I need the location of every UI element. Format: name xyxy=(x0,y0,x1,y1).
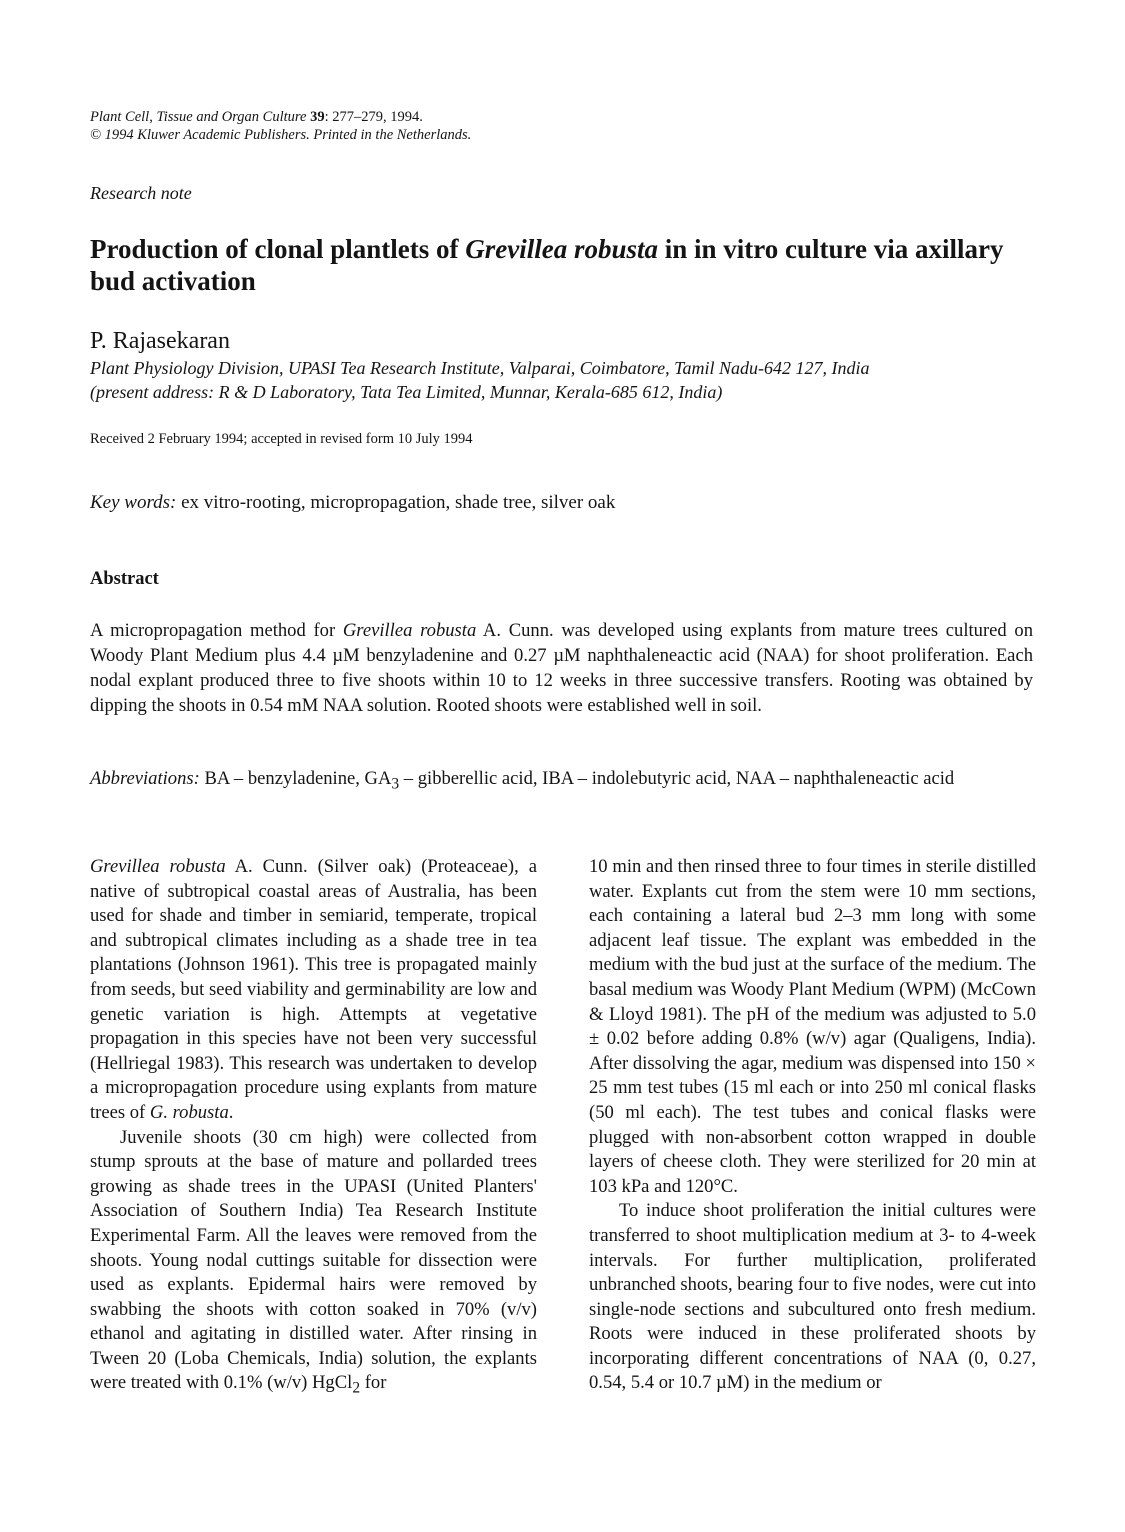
journal-name: Plant Cell, Tissue and Organ Culture xyxy=(90,109,307,125)
keywords xyxy=(90,492,615,514)
body-left-p1-species-end: G. robusta xyxy=(149,1101,229,1123)
abbreviations-post: – gibberellic acid, IBA – indolebutyric acid, NAA – naphthaleneactic acid xyxy=(399,768,955,789)
body-right-paragraph-1: 10 min and then rinsed three to four times in sterile distilled water. Explants cut from the stem were 10 mm sections, each containing a lateral bud 2–3 mm long with some adjacent leaf tissue. The explant was embedded in the medium with the bud just at the surface of the medium. The basal medium was Woody Plant Medium (WPM) (McCown & Lloyd 1981). The pH of the medium was adjusted to 5.0 ± 0.02 before adding 0.8% (w/v) agar (Qualigens, India). After dissolving the agar, medium was dispensed into 150 × 25 mm test tubes (15 ml each or into 250 ml conical flasks (50 ml each). The test tubes and conical flasks were plugged with non-absorbent cotton wrapped in double layers of cheese cloth. They were sterilized for 20 min at 103 kPa and 120°C. xyxy=(589,856,1036,1197)
body-column-left xyxy=(90,855,537,1402)
keywords-text: ex vitro-rooting, micropropagation, shade tree, silver oak xyxy=(176,492,616,513)
body-left-p2-end: for xyxy=(360,1372,387,1394)
article-title xyxy=(90,233,1040,297)
journal-volume: 39 xyxy=(310,109,325,125)
keywords-label: Key words: xyxy=(90,492,177,513)
author-name: P. Rajasekaran xyxy=(90,328,230,354)
title-species: Grevillea robusta xyxy=(465,234,659,264)
abbreviations-sub: 3 xyxy=(391,775,400,793)
abstract-text xyxy=(90,618,1033,718)
body-right-paragraph-2: To induce shoot proliferation the initial cultures were transferred to shoot multiplication medium at 3- to 4-week intervals. For further multiplication, proliferated unbranched shoots, bearing four to five nodes, were cut into single-node sections and subcultured onto fresh medium. Roots were induced in these proliferated shoots by incorporating different concentrations of NAA (0, 0.27, 0.54, 5.4 or 10.7 µM) in the medium or xyxy=(589,1200,1036,1394)
affiliation-line-1: Plant Physiology Division, UPASI Tea Research Institute, Valparai, Coimbatore, Tamil Nadu-642 127, India xyxy=(90,358,870,378)
abstract-post: A. Cunn. was developed using explants from mature trees cultured on Woody Plant Medium plus 4.4 µM benzyladenine and 0.27 µM naphthaleneactic acid (NAA) for shoot proliferation. Each nodal explant produced three to five shoots within 10 to 12 weeks in three successive transfers. Rooting was obtained by dipping the shoots in 0.54 mM NAA solution. Rooted shoots were established well in soil. xyxy=(90,620,1033,716)
abbreviations xyxy=(90,766,1033,797)
journal-citation xyxy=(90,108,471,126)
body-species: Grevillea robusta xyxy=(90,856,226,877)
body-left-p1-period: . xyxy=(228,1101,234,1123)
affiliation-line-2: (present address: R & D Laboratory, Tata Tea Limited, Munnar, Kerala-685 612, India) xyxy=(90,382,723,402)
article-type: Research note xyxy=(90,183,192,203)
abbreviations-label: Abbreviations: xyxy=(90,768,200,789)
journal-pages-year: : 277–279, 1994. xyxy=(324,109,423,125)
abstract-pre: A micropropagation method for xyxy=(90,620,343,641)
journal-header xyxy=(90,108,471,144)
abstract-species: Grevillea robusta xyxy=(342,620,477,641)
body-column-right xyxy=(589,855,1036,1396)
title-part1: Production of clonal plantlets of xyxy=(90,234,466,264)
body-left-paragraph-2 xyxy=(90,1126,537,1402)
body-left-p1-text: A. Cunn. (Silver oak) (Proteaceae), a native of subtropical coastal areas of Australia, has been used for shade and timber in semiarid, temperate, tropical and subtropical climates including as a shade tree in tea plantations (Johnson 1961). This tree is propagated mainly from seeds, but seed viability and germinability are low and genetic variation is high. Attempts at vegetative propagation in this species have not been very successful (Hellriegal 1983). This research was undertaken to develop a micropropagation procedure using explants from mature trees of xyxy=(90,856,538,1123)
abbreviations-pre: BA – benzyladenine, GA xyxy=(199,768,392,789)
body-left-p2-sub: 2 xyxy=(352,1380,361,1398)
title-part2: in in vitro culture via axillary bud activation xyxy=(90,234,1004,296)
body-left-p2-text: Juvenile shoots (30 cm high) were collected from stump sprouts at the base of mature and pollarded trees growing as shade trees in the UPASI (United Planters' Association of Southern India) Tea Research Institute Experimental Farm. All the leaves were removed from the shoots. Young nodal cuttings suitable for dissection were used as explants. Epidermal hairs were removed by swabbing the shoots with cotton soaked in 70% (v/v) ethanol and agitating in distilled water. After rinsing in Tween 20 (Loba Chemicals, India) solution, the explants were treated with 0.1% (w/v) HgCl xyxy=(90,1126,537,1394)
body-left-paragraph-1 xyxy=(90,855,537,1126)
copyright-line: © 1994 Kluwer Academic Publishers. Printed in the Netherlands. xyxy=(90,127,472,143)
author-affiliation xyxy=(90,356,1035,404)
received-dates: Received 2 February 1994; accepted in revised form 10 July 1994 xyxy=(90,431,473,447)
abstract-heading: Abstract xyxy=(90,569,159,589)
